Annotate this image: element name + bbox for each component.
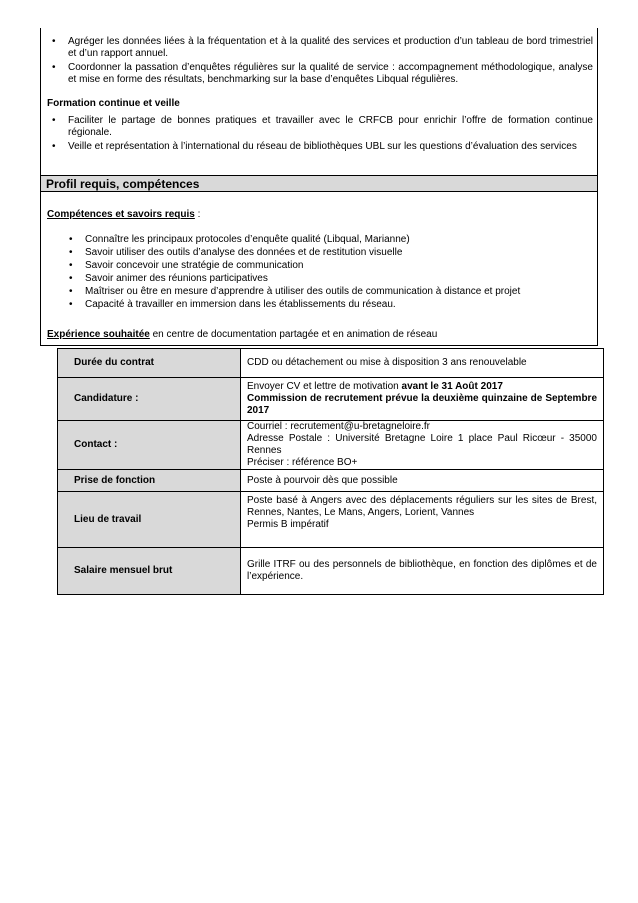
list-item: • Savoir animer des réunions participatives [64, 273, 584, 285]
list-item: • Savoir utiliser des outils d’analyse des données et de restitution visuelle [64, 247, 584, 259]
contact-courriel[interactable]: Courriel : recrutement@u-bretagneloire.fr [247, 421, 431, 432]
candidature-deadline: avant le 31 Août 2017 [401, 381, 503, 392]
salaire-value: Grille ITRF ou des personnels de bibliothèque, en fonction des diplômes et de l’expérience. [241, 548, 604, 595]
job-info-table [57, 348, 604, 595]
competences-label: Compétences et savoirs requis [47, 209, 195, 220]
candidature-commission: Commission de recrutement prévue la deuxième quinzaine de Septembre 2017 [247, 393, 597, 416]
lieu-text: Poste basé à Angers avec des déplacements réguliers sur les sites de Brest, Rennes, Nantes, Le Mans, Angers, Lorient, Vannes [247, 495, 597, 518]
duree-value: CDD ou détachement ou mise à disposition 3 ans renouvelable [241, 349, 604, 378]
contact-adresse: Adresse Postale : Université Bretagne Loire 1 place Paul Ricœur - 35000 Rennes [247, 433, 597, 456]
competences-suffix: : [194, 209, 201, 220]
table-row [58, 470, 604, 492]
duree-label: Durée du contrat [58, 349, 241, 378]
lieu-permis: Permis B impératif [247, 519, 329, 530]
list-item: • Maîtriser ou être en mesure d’apprendre à utiliser des outils de communication à distance et projet [64, 286, 584, 298]
experience-line [47, 329, 437, 341]
lieu-value [241, 492, 604, 548]
formation-list [47, 115, 593, 153]
table-row [58, 421, 604, 470]
contact-preciser: Préciser : référence BO+ [247, 457, 358, 468]
list-item: • Faciliter le partage de bonnes pratiques et travailler avec le CRFCB pour enrichir l’offre de formation continue régionale. [47, 115, 593, 139]
formation-title: Formation continue et veille [47, 98, 180, 109]
lieu-label: Lieu de travail [58, 492, 241, 548]
table-row [58, 349, 604, 378]
prise-value: Poste à pourvoir dès que possible [241, 470, 604, 492]
list-item: • Savoir concevoir une stratégie de communication [64, 260, 584, 272]
job-description-box [40, 28, 598, 346]
profil-section-header: Profil requis, compétences [41, 175, 597, 192]
table-row [58, 492, 604, 548]
experience-text: en centre de documentation partagée et en animation de réseau [149, 329, 438, 340]
competences-list [64, 234, 584, 312]
list-item: • Connaître les principaux protocoles d’enquête qualité (Libqual, Marianne) [64, 234, 584, 246]
experience-label: Expérience souhaitée [47, 329, 150, 340]
candidature-label: Candidature : [58, 378, 241, 421]
mission-list [47, 36, 593, 86]
list-item: • Capacité à travailler en immersion dans les établissements du réseau. [64, 299, 584, 311]
salaire-label: Salaire mensuel brut [58, 548, 241, 595]
candidature-line1-prefix: Envoyer CV et lettre de motivation [247, 381, 402, 392]
candidature-value [241, 378, 604, 421]
prise-label: Prise de fonction [58, 470, 241, 492]
list-item: • Veille et représentation à l’international du réseau de bibliothèques UBL sur les questions d’évaluation des services [47, 141, 593, 153]
list-item: • Coordonner la passation d’enquêtes régulières sur la qualité de service : accompagnement méthodologique, analyse et mise en forme des résultats, benchmarking sur la base d’enquêtes Libqual régulières. [47, 62, 593, 86]
contact-label: Contact : [58, 421, 241, 470]
contact-value [241, 421, 604, 470]
table-row [58, 548, 604, 595]
list-item: • Agréger les données liées à la fréquentation et à la qualité des services et production d’un tableau de bord trimestriel et d’un rapport annuel. [47, 36, 593, 60]
competences-title [47, 209, 200, 221]
table-row [58, 378, 604, 421]
